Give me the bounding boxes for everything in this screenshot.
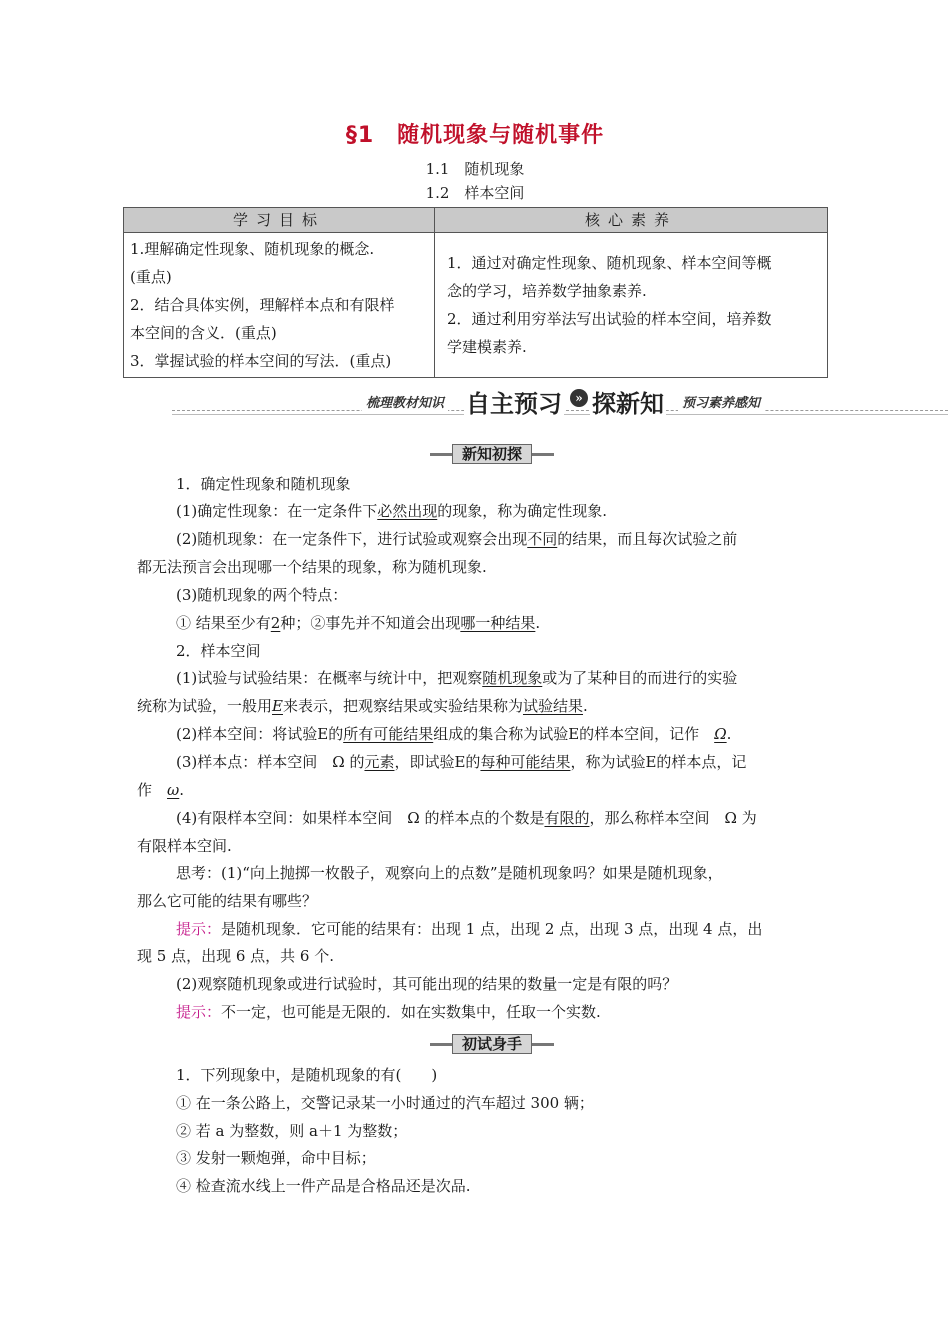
text-line: 那么它可能的结果有哪些？ xyxy=(137,892,318,910)
section-tag-first-try xyxy=(430,1034,554,1054)
banner-left-heading: 自主预习 xyxy=(464,384,564,419)
literacy-line: 念的学习，培养数学抽象素养. xyxy=(447,282,647,300)
text-line: 2．样本空间 xyxy=(176,642,261,660)
goal-line: 2．结合具体实例，理解样本点和有限样 xyxy=(130,296,395,314)
goal-line: (重点) xyxy=(130,268,172,286)
hint-line: 提示：是随机现象．它可能的结果有：出现 1 点，出现 2 点，出现 3 点，出现 4 点，出 xyxy=(176,920,763,938)
text-line: 现 5 点，出现 6 点，共 6 个. xyxy=(137,947,335,965)
text-line: 1．确定性现象和随机现象 xyxy=(176,475,351,493)
banner-left-caption: 梳理教材知识 xyxy=(362,392,448,411)
literacy-line: 1．通过对确定性现象、随机现象、样本空间等概 xyxy=(447,254,772,272)
text-line: (1)试验与试验结果：在概率与统计中，把观察随机现象或为了某种目的而进行的实验 xyxy=(176,669,738,687)
text-line: (3)样本点：样本空间 Ω 的元素，即试验E的每种可能结果，称为试验E的样本点，记 xyxy=(176,753,747,771)
text-line: 统称为试验，一般用E来表示，把观察结果或实验结果称为试验结果. xyxy=(137,697,588,715)
goal-line: 3．掌握试验的样本空间的写法．(重点) xyxy=(130,352,392,370)
subtitle-1-1: 1.1 随机现象 xyxy=(425,160,525,178)
text-line: 有限样本空间. xyxy=(137,837,232,855)
section-tag-label: 初试身手 xyxy=(452,1034,532,1054)
section-tag-label: 新知初探 xyxy=(452,444,532,464)
text-line: 思考：(1)“向上抛掷一枚骰子，观察向上的点数”是随机现象吗？如果是随机现象， xyxy=(176,864,723,882)
banner-right-heading: 探新知 xyxy=(590,384,666,419)
hint-label: 提示： xyxy=(176,1003,222,1021)
section-tag-new-knowledge xyxy=(430,444,554,464)
literacy-cell xyxy=(435,233,828,378)
option-line: ① 在一条公路上，交警记录某一小时通过的汽车超过 300 辆； xyxy=(176,1094,594,1112)
text-line: 作 ω. xyxy=(137,781,185,799)
text-line: 都无法预言会出现哪一个结果的现象，称为随机现象. xyxy=(137,558,487,576)
subtitle-1-2: 1.2 样本空间 xyxy=(425,184,525,202)
section-banner xyxy=(172,386,948,420)
text-line: (2)观察随机现象或进行试验时，其可能出现的结果的数量一定是有限的吗？ xyxy=(176,975,678,993)
literacy-header: 核心素养 xyxy=(435,208,828,233)
text-line: (2)随机现象：在一定条件下，进行试验或观察会出现不同的结果，而且每次试验之前 xyxy=(176,530,738,548)
text-line: ① 结果至少有2种；②事先并不知道会出现哪一种结果. xyxy=(176,614,541,632)
text-line: (1)确定性现象：在一定条件下必然出现的现象，称为确定性现象. xyxy=(176,502,608,520)
text-line: (4)有限样本空间：如果样本空间 Ω 的样本点的个数是有限的，那么称样本空间 Ω 为 xyxy=(176,809,757,827)
text-line: (3)随机现象的两个特点： xyxy=(176,586,348,604)
banner-right-caption: 预习素养感知 xyxy=(678,392,764,411)
goals-header: 学习目标 xyxy=(124,208,435,233)
option-line: ③ 发射一颗炮弹，命中目标； xyxy=(176,1149,376,1167)
goal-line: 本空间的含义．(重点) xyxy=(130,324,277,342)
text-line: (2)样本空间：将试验E的所有可能结果组成的集合称为试验E的样本空间，记作 Ω. xyxy=(176,725,732,743)
option-line: ② 若 a 为整数，则 a＋1 为整数； xyxy=(176,1122,408,1140)
goal-line: 1.理解确定性现象、随机现象的概念. xyxy=(130,240,375,258)
option-line: ④ 检查流水线上一件产品是合格品还是次品. xyxy=(176,1177,471,1195)
hint-line: 提示：不一定，也可能是无限的．如在实数集中，任取一个实数. xyxy=(176,1003,601,1021)
chevron-right-icon: » xyxy=(570,389,588,407)
question-line: 1．下列现象中，是随机现象的有( ) xyxy=(176,1066,438,1084)
literacy-line: 2．通过利用穷举法写出试验的样本空间，培养数 xyxy=(447,310,772,328)
learning-goals-table xyxy=(123,207,828,378)
page-title: §1 随机现象与随机事件 xyxy=(345,123,605,148)
goals-cell xyxy=(124,233,435,378)
literacy-line: 学建模素养. xyxy=(447,338,527,356)
hint-label: 提示： xyxy=(176,920,222,938)
